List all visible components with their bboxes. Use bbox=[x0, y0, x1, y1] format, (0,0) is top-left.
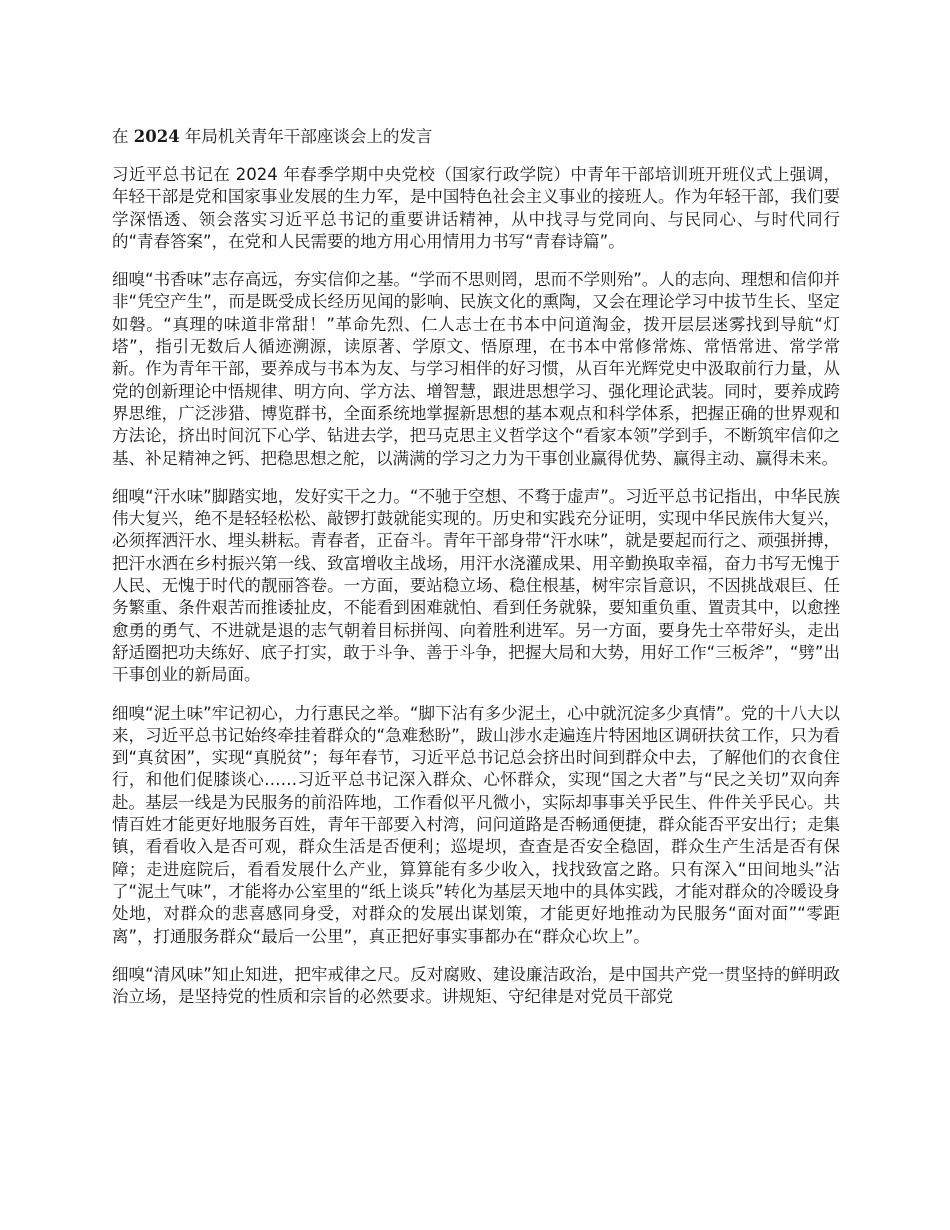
paragraph-book-fragrance: 细嗅“书香味”志存高远，夯实信仰之基。“学而不思则罔，思而不学则殆”。人的志向、理想和信仰并非“凭空产生”，而是既受成长经历见闻的影响、民族文化的熏陶，又会在理论学习中拔节生长、坚定如磐。“真理的味道非常甜！”革命先烈、仁人志士在书本中问道淘金，拨开层层迷雾找到导航“灯塔”，指引无数后人循迹溯源，读原著、学原文、悟原理，在书本中常修常炼、常悟常进、常学常新。作为青年干部，要养成与书本为友、与学习相伴的好习惯，从百年光辉党史中汲取前行力量，从党的创新理论中悟规律、明方向、学方法、增智慧，跟进思想学习、强化理论武装。同时，要养成跨界思维，广泛涉猎、博览群书，全面系统地掌握新思想的基本观点和科学体系，把握正确的世界观和方法论，挤出时间沉下心学、钻进去学，把马克思主义哲学这个“看家本领”学到手，不断筑牢信仰之基、补足精神之钙、把稳思想之舵，以满满的学习之力为干事创业赢得优势、赢得主动、赢得未来。 bbox=[112, 270, 840, 468]
title-year: 2024 bbox=[133, 127, 180, 146]
title-prefix: 在 bbox=[112, 127, 134, 146]
document-page bbox=[112, 126, 840, 1024]
title-suffix: 年局机关青年干部座谈会上的发言 bbox=[179, 127, 433, 146]
paragraph-soil: 细嗅“泥土味”牢记初心，力行惠民之举。“脚下沾有多少泥土，心中就沉淀多少真情”。党的十八大以来，习近平总书记始终牵挂着群众的“急难愁盼”，跋山涉水走遍连片特困地区调研扶贫工作，只为看到“真贫困”，实现“真脱贫”；每年春节，习近平总书记总会挤出时间到群众中去，了解他们的衣食住行，和他们促膝谈心……习近平总书记深入群众、心怀群众，实现“国之大者”与“民之关切”双向奔赴。基层一线是为民服务的前沿阵地，工作看似平凡微小，实际却事事关乎民生、件件关乎民心。共情百姓才能更好地服务百姓，青年干部要入村湾，问问道路是否畅通便捷，群众能否平安出行；走集镇，看看收入是否可观，群众生活是否便利；巡堤坝，查查是否安全稳固，群众生产生活是否有保障；走进庭院后，看看发展什么产业，算算能有多少收入，找找致富之路。只有深入“田间地头”沾了“泥土气味”，才能将办公室里的“纸上谈兵”转化为基层天地中的具体实践，才能对群众的冷暖设身处地，对群众的悲喜感同身受，对群众的发展出谋划策，才能更好地推动为民服务“面对面”“零距离”，打通服务群众“最后一公里”，真正把好事实事都办在“群众心坎上”。 bbox=[112, 703, 840, 946]
paragraph-clean-breeze: 细嗅“清风味”知止知进，把牢戒律之尺。反对腐败、建设廉洁政治，是中国共产党一贯坚持的鲜明政治立场，是坚持党的性质和宗旨的必然要求。讲规矩、守纪律是对党员干部党 bbox=[112, 964, 840, 1007]
paragraph-sweat: 细嗅“汗水味”脚踏实地，发好实干之力。“不驰于空想、不骛于虚声”。习近平总书记指出，中华民族伟大复兴，绝不是轻轻松松、敲锣打鼓就能实现的。历史和实践充分证明，实现中华民族伟大复兴，必须挥洒汗水、埋头耕耘。青春者，正奋斗。青年干部身带“汗水味”，就是要起而行之、顽强拼搏，把汗水洒在乡村振兴第一线、致富增收主战场，用汗水浇灌成果、用辛勤换取幸福，奋力书写无愧于人民、无愧于时代的靓丽答卷。一方面，要站稳立场、稳住根基，树牢宗旨意识，不因挑战艰巨、任务繁重、条件艰苦而推诿扯皮，不能看到困难就怕、看到任务就躲，要知重负重、置责其中，以愈挫愈勇的勇气、不进就是退的志气朝着目标拼闯、向着胜利进军。另一方面，要身先士卒带好头，走出舒适圈把功夫练好、底子打实，敢于斗争、善于斗争，把握大局和大势，用好工作“三板斧”，“劈”出干事创业的新局面。 bbox=[112, 486, 840, 685]
document-title bbox=[112, 126, 840, 148]
paragraph-intro: 习近平总书记在 2024 年春季学期中央党校（国家行政学院）中青年干部培训班开班仪式上强调，年轻干部是党和国家事业发展的生力军，是中国特色社会主义事业的接班人。作为年轻干部，我们要学深悟透、领会落实习近平总书记的重要讲话精神，从中找寻与党同向、与民同心、与时代同行的“青春答案”，在党和人民需要的地方用心用情用力书写“青春诗篇”。 bbox=[112, 165, 840, 251]
